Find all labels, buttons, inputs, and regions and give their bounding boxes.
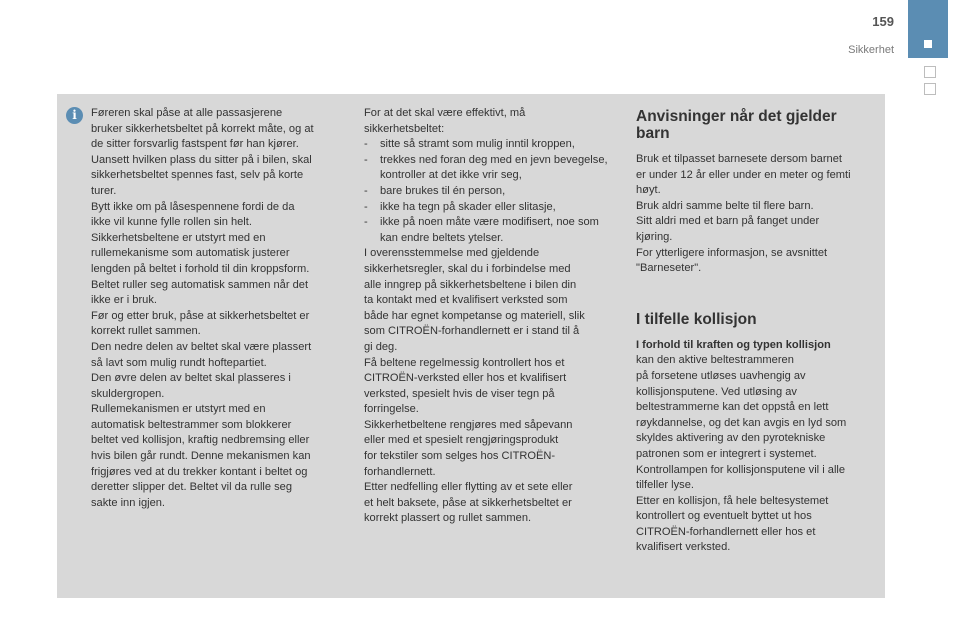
middle-intro-line: For at det skal være effektivt, må xyxy=(364,107,526,119)
left-line: så lavt som mulig rundt hoftepartiet. xyxy=(91,356,267,369)
middle-intro-line: sikkerhetsbeltet: xyxy=(364,122,445,135)
left-line: hvis bilen går rundt. Denne mekanismen kan xyxy=(91,450,311,463)
children-heading: Anvisninger når det gjelder barn xyxy=(636,108,837,142)
collision-line: skyldes aktivering av den pyrotekniske xyxy=(636,432,826,445)
left-line: Den nedre delen av beltet skal være plassert xyxy=(91,340,312,353)
collision-heading: I tilfelle kollisjon xyxy=(636,310,757,328)
middle-line: Etter nedfelling eller flytting av et sete eller xyxy=(364,481,573,494)
middle-line: forringelse. xyxy=(364,403,419,416)
left-line: Rullemekanismen er utstyrt med en xyxy=(91,403,266,416)
collision-line: CITROËN-forhandlernett eller hos et xyxy=(636,525,816,538)
left-line: Den øvre delen av beltet skal plasseres i xyxy=(91,372,291,385)
children-line: Sitt aldri med et barn på fanget under xyxy=(636,215,820,228)
middle-column xyxy=(364,106,610,527)
middle-line: alle inngrep på sikkerhetsbeltene i bilen din xyxy=(364,278,577,291)
children-line: Bruk aldri samme belte til flere barn. xyxy=(636,199,814,212)
children-line: Bruk et tilpasset barnesete dersom barnet xyxy=(636,153,842,165)
collision-line: kollisjonsputene. Ved utløsing av xyxy=(636,385,797,398)
left-line: korrekt rullet sammen. xyxy=(91,325,201,338)
left-line: de sitter forsvarlig fastspent før han kjører. xyxy=(91,138,299,151)
left-line: ikke er i bruk. xyxy=(91,294,157,307)
left-line: Sikkerhetsbeltene er utstyrt med en xyxy=(91,231,266,244)
left-line: ikke vil kunne fylle rollen sin helt. xyxy=(91,216,252,229)
collision-line: kvalifisert verksted. xyxy=(636,541,731,554)
children-line: "Barneseter". xyxy=(636,262,702,275)
section-tab xyxy=(908,0,948,58)
middle-line: for tekstiler som selges hos CITROËN- xyxy=(364,450,556,463)
middle-line: verksted, spesielt hvis de viser tegn på xyxy=(364,387,555,400)
children-line: kjøring. xyxy=(636,230,673,243)
left-column xyxy=(91,106,341,511)
page-nav-box-1 xyxy=(924,66,936,78)
middle-line: som CITROËN-forhandlernett er i stand til å xyxy=(364,325,580,338)
middle-line: sikkerhetsregler, skal du i forbindelse med xyxy=(364,262,571,275)
collision-line: Kontrollampen for kollisjonsputene vil i alle xyxy=(636,463,846,476)
collision-subheading: I forhold til kraften og typen kollisjon xyxy=(636,338,831,351)
middle-line: Sikkerhetbeltene rengjøres med såpevann xyxy=(364,418,573,431)
left-line: beltet ved kollisjon, kraftig nedbremsing eller xyxy=(91,434,310,447)
list-item: - ikke på noen måte være modifisert, noe som kan endre beltets ytelser. xyxy=(364,215,610,246)
left-line: turer. xyxy=(91,184,117,197)
info-icon: i xyxy=(66,107,83,124)
middle-line: eller med et spesielt rengjøringsprodukt xyxy=(364,434,559,447)
left-line: lengden på beltet i forhold til din kroppsform. xyxy=(91,262,310,275)
children-line: er under 12 år eller under en meter og femti xyxy=(636,168,851,181)
children-line: høyt. xyxy=(636,184,661,197)
list-item: - trekkes ned foran deg med en jevn bevegelse, kontroller at det ikke vrir seg, xyxy=(364,153,610,184)
collision-line: røykdannelse, og det kan avgis en lyd som xyxy=(636,416,847,429)
left-line: deretter slipper det. Beltet vil da rulle seg xyxy=(91,481,293,494)
list-item: - bare brukes til én person, xyxy=(364,184,610,200)
left-line: skuldergropen. xyxy=(91,387,165,400)
middle-line: ta kontakt med et kvalifisert verksted som xyxy=(364,294,568,307)
middle-line: I overensstemmelse med gjeldende xyxy=(364,247,540,260)
middle-line: korrekt plassert og rullet sammen. xyxy=(364,512,532,525)
left-line: Bytt ikke om på låsespennene fordi de da xyxy=(91,200,295,213)
left-line: sakte inn igjen. xyxy=(91,496,166,509)
left-line: frigjøres ved at du trekker kontant i beltet og xyxy=(91,465,308,478)
list-item: - sitte så stramt som mulig inntil kroppen, xyxy=(364,137,610,153)
collision-line: på forsetene utløses uavhengig av xyxy=(636,369,806,382)
middle-line: gi deg. xyxy=(364,340,398,353)
collision-line: beltestrammerne kan det oppstå en lett xyxy=(636,401,829,414)
children-line: For ytterligere informasjon, se avsnittet xyxy=(636,246,828,259)
collision-line: patronen som er integrert i systemet. xyxy=(636,447,817,460)
belt-requirements-list xyxy=(364,137,610,246)
list-item: - ikke ha tegn på skader eller slitasje, xyxy=(364,200,610,216)
right-column xyxy=(636,106,872,556)
left-line: rullemekanisme som automatisk justerer xyxy=(91,247,290,260)
left-line: Før og etter bruk, påse at sikkerhetsbeltet er xyxy=(91,309,310,322)
collision-line: kan den aktive beltestrammeren xyxy=(636,354,794,367)
left-line: Føreren skal påse at alle passasjerene xyxy=(91,107,283,119)
collision-line: Etter en kollisjon, få hele beltesystemet xyxy=(636,494,829,507)
collision-line: tilfeller lyse. xyxy=(636,479,694,492)
left-line: Beltet ruller seg automatisk sammen når det xyxy=(91,278,309,291)
middle-line: både har egnet kompetanse og materiell, slik xyxy=(364,309,585,322)
page-number: 159 xyxy=(872,14,894,29)
middle-line: forhandlernett. xyxy=(364,465,436,478)
content-panel xyxy=(57,94,885,598)
left-line: automatisk beltestrammer som blokkerer xyxy=(91,418,292,431)
middle-line: et helt baksete, påse at sikkerhetsbeltet er xyxy=(364,496,572,509)
middle-line: CITROËN-verksted eller hos et kvalifisert xyxy=(364,372,567,385)
left-line: sikkerhetsbeltet spennes fast, selv på korte xyxy=(91,169,304,182)
page-nav-box-2 xyxy=(924,83,936,95)
left-line: bruker sikkerhetsbeltet på korrekt måte, og at xyxy=(91,122,314,135)
section-name: Sikkerhet xyxy=(848,44,894,56)
collision-line: kontrollert og eventuelt byttet ut hos xyxy=(636,510,812,523)
middle-line: Få beltene regelmessig kontrollert hos et xyxy=(364,356,565,369)
section-tab-marker xyxy=(924,40,932,48)
left-line: Uansett hvilken plass du sitter på i bilen, skal xyxy=(91,153,312,166)
